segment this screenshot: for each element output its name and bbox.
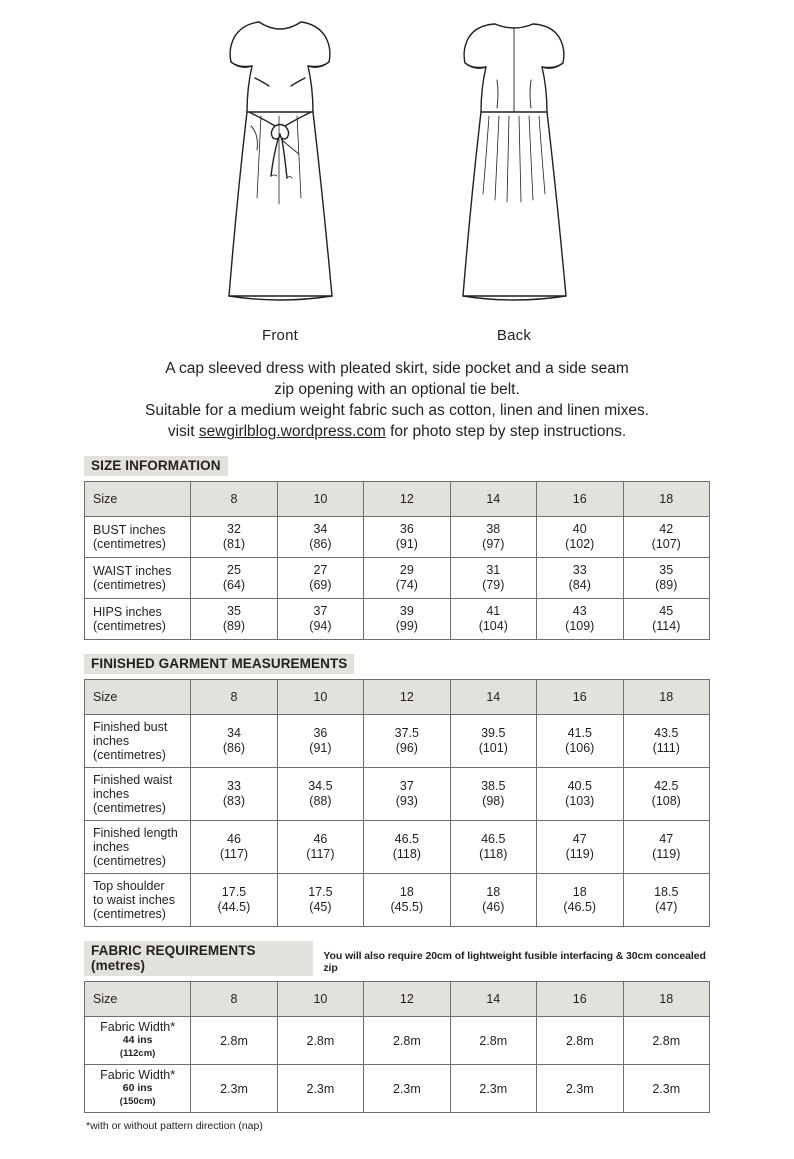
cell (277, 874, 363, 927)
row-label-finished-bust (85, 715, 191, 768)
value-inches: 40 (572, 522, 587, 536)
size-col-10: 10 (277, 680, 363, 715)
value-inches: 38.5 (481, 779, 506, 793)
cell (277, 517, 363, 558)
value-cm: (96) (395, 741, 418, 755)
table-row (85, 768, 710, 821)
cell (277, 558, 363, 599)
row-label-line-3: (centimetres) (93, 748, 166, 762)
value-inches: 47 (659, 832, 674, 846)
value-cm: (46) (482, 900, 505, 914)
cell: 2.8m (537, 1017, 624, 1065)
cell (364, 768, 450, 821)
cell (450, 768, 536, 821)
cell: 2.8m (623, 1017, 710, 1065)
value-inches: 35 (659, 563, 674, 577)
value-inches: 34.5 (308, 779, 333, 793)
value-cm: (64) (222, 578, 246, 592)
cell: 2.3m (450, 1065, 536, 1113)
table-header-row (85, 982, 710, 1017)
value-cm: (118) (392, 847, 421, 861)
size-col-18: 18 (623, 982, 710, 1017)
value-inches: 39.5 (481, 726, 506, 740)
cell (364, 599, 450, 640)
description-line-4 (84, 421, 710, 442)
value-cm: (99) (395, 619, 418, 633)
value-cm: (118) (479, 847, 508, 861)
cell (364, 715, 450, 768)
cell (364, 558, 450, 599)
value-cm: (86) (222, 741, 246, 755)
cell (191, 821, 277, 874)
size-information-heading: SIZE INFORMATION (84, 456, 228, 476)
value-inches: 40.5 (567, 779, 592, 793)
cell (623, 558, 710, 599)
size-col-14: 14 (450, 982, 536, 1017)
value-inches: 18 (572, 885, 587, 899)
cell (364, 517, 450, 558)
size-col-10: 10 (277, 982, 363, 1017)
value-cm: (83) (222, 794, 246, 808)
value-inches: 29 (399, 563, 414, 577)
cell (277, 715, 363, 768)
value-cm: (84) (568, 578, 591, 592)
fabric-requirements-note: You will also require 20cm of lightweight fusible interfacing & 30cm concealed zip (323, 950, 706, 974)
value-inches: 17.5 (221, 885, 247, 899)
back-view-caption: Back (496, 327, 532, 344)
size-col-14: 14 (450, 482, 536, 517)
row-label-hips (85, 599, 191, 640)
illustration-row (84, 0, 710, 344)
table-row (85, 517, 710, 558)
value-inches: 39 (399, 604, 414, 618)
row-label-line-1: HIPS inches (93, 605, 162, 619)
size-header-cell: Size (85, 680, 191, 715)
value-cm: (88) (309, 794, 332, 808)
size-col-18: 18 (623, 482, 710, 517)
dress-front-illustration (195, 8, 365, 323)
cell (450, 558, 536, 599)
cell (623, 768, 710, 821)
row-label-shoulder-to-waist (85, 874, 191, 927)
cell (537, 768, 624, 821)
value-inches: 37 (313, 604, 328, 618)
size-col-12: 12 (364, 482, 450, 517)
fabric-footnote: *with or without pattern direction (nap) (86, 1120, 263, 1132)
cell (623, 874, 710, 927)
cell (537, 715, 624, 768)
table-header-row (85, 680, 710, 715)
value-cm: (81) (222, 537, 246, 551)
value-cm: (45) (309, 900, 332, 914)
value-inches: 35 (227, 604, 241, 618)
finished-garment-header-row (84, 654, 710, 674)
value-cm: (89) (655, 578, 678, 592)
row-label-line-2: inches (93, 734, 130, 748)
value-inches: 37.5 (394, 726, 420, 740)
row-label-line-1: WAIST inches (93, 564, 172, 578)
row-label-waist (85, 558, 191, 599)
size-col-16: 16 (537, 482, 624, 517)
row-label-line-2: inches (93, 840, 130, 854)
row-label-finished-length (85, 821, 191, 874)
cell: 2.8m (364, 1017, 450, 1065)
row-label-line-1: Finished length (93, 826, 178, 840)
fabric-label-sub: 60 ins (122, 1082, 153, 1094)
value-inches: 41.5 (567, 726, 592, 740)
front-view-caption: Front (261, 327, 298, 344)
row-label-line-2: (centimetres) (93, 537, 166, 551)
value-inches: 36 (313, 726, 328, 740)
row-label-line-1: Top shoulder (93, 879, 165, 893)
fabric-label-main: Fabric Width* (100, 1020, 176, 1034)
cell (623, 715, 710, 768)
cell (537, 517, 624, 558)
cell (191, 517, 277, 558)
value-cm: (119) (565, 847, 594, 861)
size-col-16: 16 (537, 680, 624, 715)
value-cm: (117) (219, 847, 249, 861)
value-inches: 33 (572, 563, 587, 577)
cell (364, 874, 450, 927)
description-line-1: A cap sleeved dress with pleated skirt, side pocket and a side seam (165, 360, 629, 377)
row-label-fabric-width-60 (85, 1065, 191, 1113)
value-cm: (47) (655, 900, 678, 914)
size-col-8: 8 (191, 982, 277, 1017)
value-cm: (108) (651, 794, 681, 808)
row-label-line-2: (centimetres) (93, 578, 166, 592)
size-col-14: 14 (450, 680, 536, 715)
table-row (85, 1065, 710, 1113)
cell (191, 715, 277, 768)
cell (277, 768, 363, 821)
front-view-figure (195, 8, 365, 344)
cell (623, 517, 710, 558)
value-cm: (119) (652, 847, 681, 861)
cell (623, 821, 710, 874)
value-inches: 33 (227, 779, 241, 793)
fabric-requirements-header-row (84, 941, 710, 976)
value-cm: (101) (478, 741, 508, 755)
row-label-line-3: (centimetres) (93, 907, 166, 921)
fabric-label-main: Fabric Width* (100, 1068, 176, 1082)
instructions-text: for photo step by step instructions. (385, 423, 627, 440)
description-line-3: Suitable for a medium weight fabric such as cotton, linen and linen mixes. (144, 402, 649, 419)
row-label-line-2: inches (93, 787, 130, 801)
table-header-row (85, 482, 710, 517)
value-inches: 45 (659, 604, 674, 618)
cell: 2.3m (277, 1065, 363, 1113)
value-cm: (91) (309, 741, 332, 755)
cell (277, 599, 363, 640)
value-cm: (114) (652, 619, 681, 633)
table-row (85, 558, 710, 599)
size-information-table (84, 481, 710, 640)
value-inches: 38 (486, 522, 501, 536)
value-cm: (102) (565, 537, 595, 551)
value-inches: 42.5 (654, 779, 679, 793)
size-col-18: 18 (623, 680, 710, 715)
description-line-2: zip opening with an optional tie belt. (274, 381, 520, 398)
table-row (85, 599, 710, 640)
cell: 2.3m (191, 1065, 277, 1113)
cell (537, 821, 624, 874)
fabric-label-sub2: (112cm) (119, 1048, 156, 1059)
value-inches: 37 (399, 779, 414, 793)
value-cm: (103) (565, 794, 595, 808)
size-col-16: 16 (537, 982, 624, 1017)
fabric-label-sub2: (150cm) (119, 1096, 156, 1107)
cell (277, 821, 363, 874)
value-cm: (98) (482, 794, 505, 808)
row-label-line-2: to waist inches (93, 893, 175, 907)
cell (450, 599, 536, 640)
cell: 2.3m (537, 1065, 624, 1113)
value-inches: 31 (486, 563, 501, 577)
value-inches: 34 (313, 522, 328, 536)
size-col-12: 12 (364, 680, 450, 715)
value-cm: (89) (222, 619, 246, 633)
value-cm: (79) (482, 578, 505, 592)
visit-text: visit (167, 423, 199, 440)
cell: 2.8m (277, 1017, 363, 1065)
value-inches: 25 (227, 563, 241, 577)
size-header-cell: Size (85, 982, 191, 1017)
size-header-cell: Size (85, 482, 191, 517)
value-inches: 42 (659, 522, 674, 536)
value-cm: (107) (651, 537, 681, 551)
table-row (85, 821, 710, 874)
cell (537, 874, 624, 927)
row-label-line-3: (centimetres) (93, 801, 166, 815)
value-inches: 36 (399, 522, 414, 536)
row-label-fabric-width-44 (85, 1017, 191, 1065)
value-cm: (46.5) (563, 900, 597, 914)
value-cm: (97) (482, 537, 505, 551)
value-inches: 18 (486, 885, 501, 899)
back-view-figure (429, 8, 599, 344)
size-information-header-row (84, 456, 710, 476)
value-inches: 47 (572, 832, 587, 846)
cell (191, 599, 277, 640)
row-label-line-1: Finished waist (93, 773, 173, 787)
size-col-12: 12 (364, 982, 450, 1017)
size-col-10: 10 (277, 482, 363, 517)
value-inches: 18 (399, 885, 414, 899)
value-cm: (86) (309, 537, 332, 551)
description-block (84, 358, 710, 442)
row-label-finished-waist (85, 768, 191, 821)
row-label-bust (85, 517, 191, 558)
cell (450, 715, 536, 768)
value-inches: 41 (486, 604, 501, 618)
cell: 2.3m (364, 1065, 450, 1113)
table-row (85, 874, 710, 927)
cell: 2.8m (450, 1017, 536, 1065)
finished-garment-heading: FINISHED GARMENT MEASUREMENTS (84, 654, 354, 674)
value-cm: (45.5) (390, 900, 424, 914)
value-cm: (104) (478, 619, 508, 633)
row-label-line-1: BUST inches (93, 523, 166, 537)
row-label-line-1: Finished bust (93, 720, 168, 734)
cell (364, 821, 450, 874)
cell (450, 874, 536, 927)
fabric-label-sub: 44 ins (122, 1034, 153, 1046)
cell: 2.3m (623, 1065, 710, 1113)
cell (450, 821, 536, 874)
value-cm: (74) (395, 578, 418, 592)
cell (191, 768, 277, 821)
value-inches: 46.5 (481, 832, 506, 846)
value-cm: (44.5) (217, 900, 251, 914)
value-inches: 32 (227, 522, 241, 536)
value-cm: (109) (565, 619, 595, 633)
value-inches: 46 (227, 832, 241, 846)
value-cm: (117) (306, 847, 335, 861)
cell: 2.8m (191, 1017, 277, 1065)
row-label-line-3: (centimetres) (93, 854, 166, 868)
value-inches: 17.5 (308, 885, 333, 899)
value-inches: 43.5 (654, 726, 679, 740)
size-col-8: 8 (191, 482, 277, 517)
value-inches: 43 (572, 604, 587, 618)
value-inches: 46.5 (394, 832, 420, 846)
dress-back-illustration (429, 8, 599, 323)
table-row (85, 715, 710, 768)
size-col-8: 8 (191, 680, 277, 715)
value-inches: 18.5 (654, 885, 679, 899)
finished-garment-table (84, 679, 710, 927)
cell (537, 599, 624, 640)
table-row (85, 1017, 710, 1065)
value-cm: (69) (309, 578, 332, 592)
fabric-requirements-heading: FABRIC REQUIREMENTS (metres) (84, 941, 313, 976)
cell (623, 599, 710, 640)
value-inches: 27 (313, 563, 328, 577)
fabric-requirements-table (84, 981, 710, 1113)
cell (537, 558, 624, 599)
value-inches: 46 (313, 832, 328, 846)
value-cm: (106) (565, 741, 595, 755)
row-label-line-2: (centimetres) (93, 619, 166, 633)
cell (191, 558, 277, 599)
value-cm: (111) (652, 741, 680, 755)
cell (191, 874, 277, 927)
value-cm: (94) (309, 619, 332, 633)
value-inches: 34 (227, 726, 241, 740)
value-cm: (91) (395, 537, 418, 551)
cell (450, 517, 536, 558)
value-cm: (93) (395, 794, 418, 808)
blog-link[interactable]: sewgirlblog.wordpress.com (198, 423, 386, 440)
